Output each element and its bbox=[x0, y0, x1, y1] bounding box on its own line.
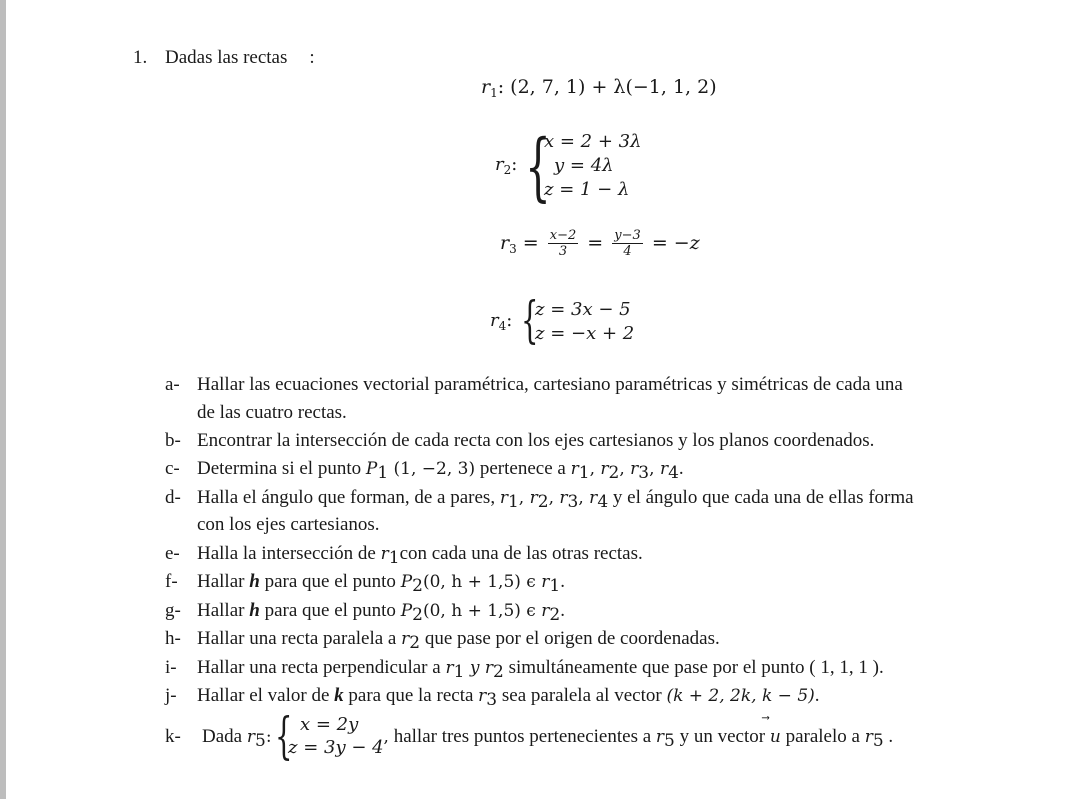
item-d: d- Halla el ángulo que forman, de a pares, $r_1$, $r_2$, $r_3$, $r_4$ y el ángulo que cada una de ellas forma bbox=[165, 487, 914, 512]
r2-row-z: z = 1 − λ bbox=[544, 179, 630, 200]
item-g-r-sub: 2 bbox=[549, 605, 561, 625]
r3-label: r bbox=[500, 232, 510, 254]
item-c-r2-sub: 2 bbox=[608, 463, 620, 483]
item-i-r1-sub: 1 bbox=[453, 662, 465, 682]
item-k-r5c: r bbox=[864, 727, 873, 747]
item-j-vector: (k + 2, 2k, k − 5) bbox=[666, 686, 815, 706]
point-p1-coords: (1, −2, 3) bbox=[388, 459, 476, 479]
problem-heading bbox=[133, 47, 315, 69]
item-j-end: . bbox=[814, 685, 820, 706]
problem-number: 1. bbox=[133, 47, 148, 68]
item-i bbox=[165, 657, 884, 682]
item-f-r-sub: 1 bbox=[549, 576, 561, 596]
item-a-letter: a- bbox=[165, 374, 180, 395]
item-j-pre: Hallar el valor de bbox=[197, 685, 335, 706]
item-k-post: paralelo a bbox=[780, 726, 865, 747]
r2-row-x: x = 2 + 3λ bbox=[544, 131, 642, 152]
r3-den-y: 4 bbox=[623, 244, 632, 259]
item-f-var: h bbox=[249, 571, 260, 592]
item-k-r5b-sub: 5 bbox=[664, 731, 675, 751]
item-c: c- Determina si el punto $P_1$ (1, −2, 3) pertenece a $r_1$, $r_2$, $r_3$, $r_4$. bbox=[165, 458, 684, 483]
item-h-post: que pase por el origen de coordenadas. bbox=[420, 628, 720, 649]
item-g-letter: g- bbox=[165, 600, 181, 621]
item-b-text: Encontrar la intersección de cada recta con los ejes cartesianos y los planos coordenados. bbox=[197, 430, 875, 451]
item-d-post: y el ángulo que cada una de ellas forma bbox=[608, 487, 914, 508]
r4-colon: : bbox=[506, 310, 513, 331]
item-j-r: r bbox=[478, 686, 487, 706]
r5-row-2: z = 3y − 4 bbox=[288, 737, 384, 758]
item-k-comma: , bbox=[383, 727, 389, 747]
item-f-r: r bbox=[541, 572, 550, 592]
item-g-end: . bbox=[560, 600, 565, 621]
item-k-r5: r bbox=[246, 727, 255, 747]
item-f-coords: (0, h + 1,5) ϵ bbox=[422, 572, 542, 592]
r3-num-x: x−2 bbox=[549, 228, 577, 243]
item-d-letter: d- bbox=[165, 487, 181, 508]
r4-row-2: z = −x + 2 bbox=[535, 323, 635, 344]
item-f-point: P bbox=[400, 572, 413, 592]
item-h-pre: Hallar una recta paralela a bbox=[197, 628, 402, 649]
item-c-r4-sub: 4 bbox=[668, 463, 679, 483]
item-d-r4-sub: 4 bbox=[597, 492, 609, 512]
item-e-pre: Halla la intersección de bbox=[197, 543, 381, 564]
r3-num-y: y−3 bbox=[614, 228, 641, 243]
item-d-r1-sub: 1 bbox=[507, 492, 519, 512]
item-e bbox=[165, 543, 643, 568]
item-a bbox=[165, 374, 903, 396]
r3-fraction-x bbox=[548, 228, 579, 260]
r1-expression: : (2, 7, 1) + λ(−1, 1, 2) bbox=[497, 76, 717, 98]
vector-u-letter: u bbox=[769, 727, 781, 747]
item-i-y: y bbox=[464, 658, 485, 678]
item-d-continuation: con los ejes cartesianos. bbox=[197, 514, 380, 535]
item-g bbox=[165, 600, 565, 625]
vector-u bbox=[770, 727, 781, 747]
r4-sub: 4 bbox=[498, 319, 507, 333]
item-e-post: con cada una de las otras rectas. bbox=[399, 543, 643, 564]
item-f bbox=[165, 571, 565, 596]
r4-label-group bbox=[490, 310, 512, 331]
item-k-r5-sub: 5 bbox=[254, 731, 266, 751]
r3-equals-2: = bbox=[587, 232, 604, 254]
item-j-mid: para que la recta bbox=[343, 685, 479, 706]
item-c-r2: r bbox=[600, 459, 609, 479]
item-c-r1-sub: 1 bbox=[578, 463, 590, 483]
r2-label-group bbox=[495, 154, 517, 175]
item-a-continuation: de las cuatro rectas. bbox=[197, 402, 347, 423]
item-i-r2: r bbox=[484, 658, 493, 678]
item-i-letter: i- bbox=[165, 657, 177, 678]
item-k-mid2: y un vector bbox=[674, 726, 770, 747]
item-f-pre: Hallar bbox=[197, 571, 250, 592]
item-k-end: . bbox=[883, 726, 894, 747]
item-g-coords: (0, h + 1,5) ϵ bbox=[422, 601, 542, 621]
item-g-pre: Hallar bbox=[197, 600, 250, 621]
item-h-r-sub: 2 bbox=[409, 633, 421, 653]
r2-brace-icon: { bbox=[525, 124, 551, 210]
r3-equals-1: = bbox=[522, 232, 539, 254]
item-c-r3: r bbox=[630, 459, 639, 479]
item-g-var: h bbox=[249, 600, 260, 621]
item-j-var: k bbox=[334, 685, 344, 706]
r2-sub: 2 bbox=[503, 163, 512, 177]
point-p1-label: P bbox=[365, 459, 378, 479]
r2-colon: : bbox=[511, 154, 518, 175]
r1-sub: 1 bbox=[490, 86, 498, 100]
item-k-r5b: r bbox=[655, 727, 665, 747]
r4-brace-icon: { bbox=[521, 291, 539, 349]
item-c-r1: r bbox=[570, 459, 579, 479]
item-c-mid: pertenece a bbox=[475, 458, 571, 479]
item-d-pre: Halla el ángulo que forman, de a pares, bbox=[197, 487, 500, 508]
r4-row-1: z = 3x − 5 bbox=[535, 299, 631, 320]
item-c-letter: c- bbox=[165, 458, 180, 479]
item-d-r3: r bbox=[559, 488, 568, 508]
item-d-r2: r bbox=[529, 488, 538, 508]
item-g-mid: para que el punto bbox=[259, 600, 401, 621]
item-i-pre: Hallar una recta perpendicular a bbox=[197, 657, 446, 678]
item-g-r: r bbox=[541, 601, 550, 621]
item-f-point-sub: 2 bbox=[412, 576, 423, 596]
r5-row-1: x = 2y bbox=[300, 714, 359, 735]
item-b bbox=[165, 430, 874, 452]
equation-r1 bbox=[481, 76, 717, 98]
r3-den-x: 3 bbox=[558, 244, 568, 259]
item-d-r2-sub: 2 bbox=[537, 492, 549, 512]
item-j-letter: j- bbox=[165, 685, 177, 706]
item-d-r4: r bbox=[589, 488, 598, 508]
problem-colon: : bbox=[309, 47, 315, 68]
r4-label: r bbox=[490, 310, 499, 331]
r2-row-y: y = 4λ bbox=[554, 155, 614, 176]
item-g-point: P bbox=[400, 601, 413, 621]
item-f-letter: f- bbox=[165, 571, 178, 592]
item-f-end: . bbox=[560, 571, 565, 592]
r5-brace-icon: { bbox=[275, 707, 293, 765]
item-d-r3-sub: 3 bbox=[567, 492, 579, 512]
item-i-post: simultáneamente que pase por el punto ( 1, 1, 1 ). bbox=[503, 657, 884, 678]
item-k-mid: hallar tres puntos pertenecientes a bbox=[388, 726, 656, 747]
item-c-r4: r bbox=[659, 459, 669, 479]
point-p1-sub: 1 bbox=[377, 463, 389, 483]
r2-label: r bbox=[495, 154, 504, 175]
item-k-letter: k- bbox=[165, 726, 181, 747]
item-e-r-sub: 1 bbox=[388, 548, 400, 568]
item-c-r3-sub: 3 bbox=[638, 463, 650, 483]
item-e-r: r bbox=[380, 544, 389, 564]
r1-label: r bbox=[481, 76, 491, 98]
equation-r3 bbox=[500, 228, 700, 260]
item-i-r2-sub: 2 bbox=[492, 662, 504, 682]
item-h bbox=[165, 628, 720, 653]
item-e-letter: e- bbox=[165, 543, 180, 564]
item-g-point-sub: 2 bbox=[412, 605, 423, 625]
item-k-pre: Dada bbox=[202, 726, 247, 747]
left-border-strip bbox=[0, 0, 6, 799]
problem-intro: Dadas las rectas bbox=[165, 47, 288, 68]
r3-sub: 3 bbox=[509, 242, 517, 256]
item-h-letter: h- bbox=[165, 628, 181, 649]
r5-system bbox=[275, 707, 395, 765]
item-j-r-sub: 3 bbox=[486, 690, 498, 710]
item-j-post: sea paralela al vector bbox=[497, 685, 667, 706]
item-f-mid: para que el punto bbox=[259, 571, 401, 592]
item-k-r5c-sub: 5 bbox=[872, 731, 884, 751]
item-d-r1: r bbox=[499, 488, 508, 508]
r3-tail: = −z bbox=[651, 232, 700, 254]
item-i-r1: r bbox=[445, 658, 454, 678]
item-c-pre: Determina si el punto bbox=[197, 458, 366, 479]
item-a-text: Hallar las ecuaciones vectorial paramétrica, cartesiano paramétricas y simétricas de cada una bbox=[197, 374, 903, 395]
item-k-colon: : bbox=[265, 727, 272, 747]
item-h-r: r bbox=[401, 629, 410, 649]
item-j bbox=[165, 685, 820, 710]
item-c-end: . bbox=[678, 458, 684, 479]
item-b-letter: b- bbox=[165, 430, 181, 451]
equation-r2 bbox=[495, 124, 655, 210]
equation-r4 bbox=[490, 291, 640, 349]
r3-fraction-y bbox=[612, 228, 643, 260]
